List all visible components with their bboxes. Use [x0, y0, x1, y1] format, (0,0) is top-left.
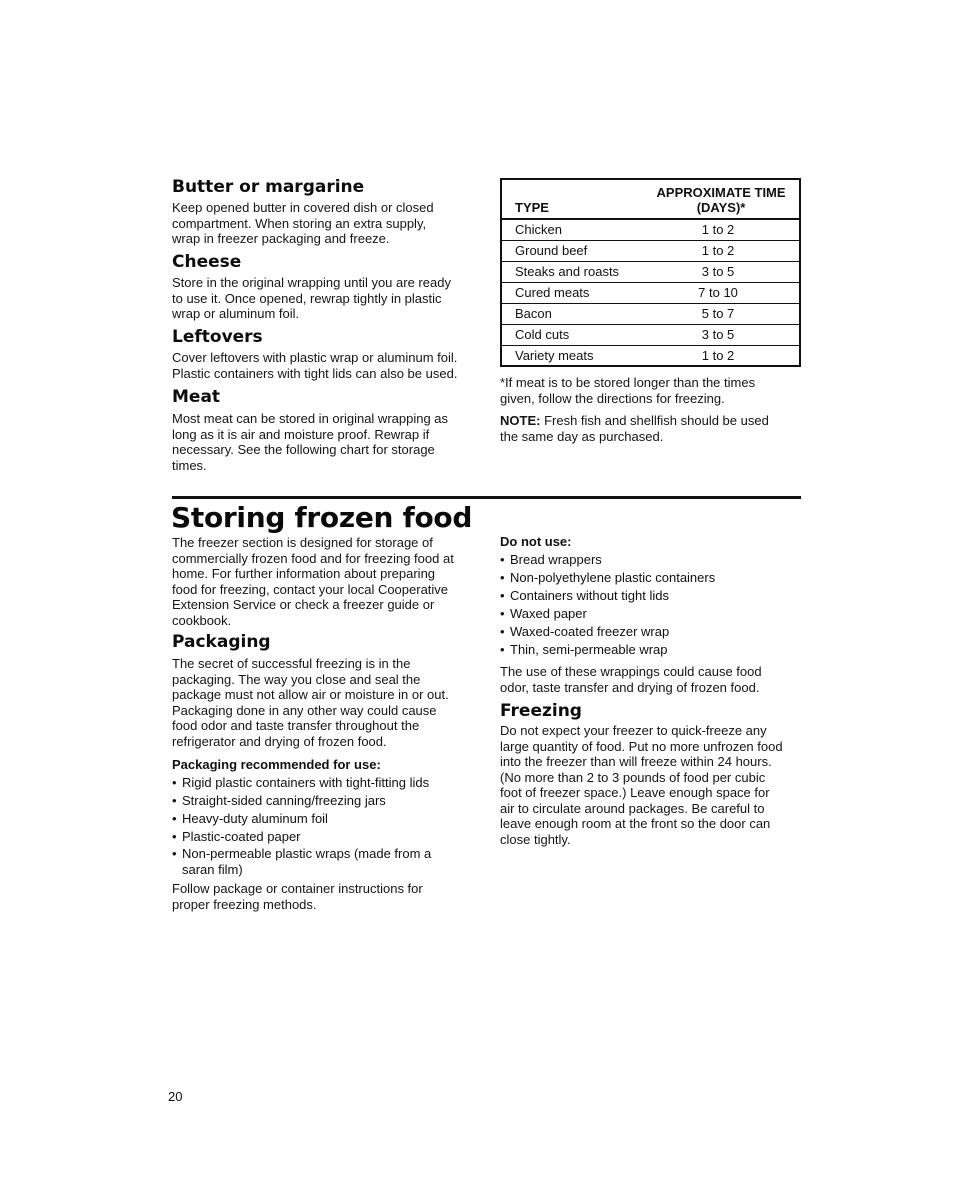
days-cell: 3 to 5	[647, 261, 800, 282]
meat-type-cell: Variety meats	[515, 347, 594, 363]
meat-type-cell: Ground beef	[501, 240, 647, 261]
freezing-heading: Freezing	[500, 701, 582, 721]
list-item: • Heavy-duty aluminum foil	[172, 810, 462, 828]
meat-section	[172, 387, 492, 473]
time-column-header: APPROXIMATE TIME (DAYS)*	[647, 179, 800, 219]
packaging-text: The secret of successful freezing is in the packaging. The way you close and seal the package must not allow air or moisture in or out. Packaging done in any other way could cause food odor and taste transfer throughout the refrigerator and drying of frozen food.	[172, 656, 449, 749]
butter-heading: Butter or margarine	[172, 177, 365, 197]
list-item: • Plastic-coated paper	[172, 828, 462, 846]
list-item: • Bread wrappers	[500, 551, 810, 569]
list-item: • Thin, semi-permeable wrap	[500, 641, 810, 659]
meat-type-cell: Cured meats	[501, 282, 647, 303]
table-row	[501, 240, 800, 261]
packaging-section	[172, 632, 492, 912]
note-label: NOTE:	[500, 413, 541, 428]
fish-note: NOTE: Fresh fish and shellfish should be used the same day as purchased.	[500, 413, 769, 444]
meat-type-cell: Chicken	[501, 219, 647, 240]
meat-storage-table	[500, 178, 801, 367]
days-cell: 1 to 2	[647, 240, 800, 261]
days-cell: 1 to 2	[647, 219, 800, 240]
page-title: Storing frozen food	[171, 501, 473, 534]
cheese-text: Store in the original wrapping until you are ready to use it. Once opened, rewrap tightly in plastic wrap or aluminum foil.	[172, 275, 451, 321]
type-column-header: TYPE	[501, 179, 647, 219]
table-header-row	[501, 179, 800, 219]
packaging-heading: Packaging	[172, 632, 271, 652]
list-item: • Straight-sided canning/freezing jars	[172, 792, 462, 810]
table-row	[501, 282, 800, 303]
meat-type-cell: Cold cuts	[501, 324, 647, 345]
meat-text: Most meat can be stored in original wrapping as long as it is air and moisture proof. Rewrap if necessary. See the following chart for storage times.	[172, 411, 449, 473]
list-item: • Waxed paper	[500, 605, 810, 623]
recommended-list	[172, 774, 462, 878]
meat-type-cell: Steaks and roasts	[501, 261, 647, 282]
do-not-use-list	[500, 551, 810, 659]
table-row	[501, 324, 800, 345]
follow-instructions: Follow package or container instructions for proper freezing methods.	[172, 881, 423, 912]
cheese-section	[172, 252, 492, 322]
meat-heading: Meat	[172, 387, 221, 407]
list-item: • Non-permeable plastic wraps (made from a saran film)	[172, 846, 462, 878]
do-not-use-section	[500, 534, 810, 695]
section-divider	[172, 496, 801, 499]
leftovers-heading: Leftovers	[172, 327, 263, 347]
table-row	[501, 345, 800, 366]
do-not-use-warning: The use of these wrappings could cause food odor, taste transfer and drying of frozen food.	[500, 664, 762, 695]
list-item: • Waxed-coated freezer wrap	[500, 623, 810, 641]
do-not-use-label: Do not use:	[500, 534, 572, 549]
meat-type-cell: Bacon	[501, 303, 647, 324]
table-row	[501, 303, 800, 324]
butter-section	[172, 177, 492, 247]
list-item: • Rigid plastic containers with tight-fitting lids	[172, 774, 462, 792]
days-cell: 3 to 5	[647, 324, 800, 345]
table-footnote: *If meat is to be stored longer than the times given, follow the directions for freezing.	[500, 375, 756, 406]
table-row	[501, 219, 800, 240]
list-item: • Containers without tight lids	[500, 587, 810, 605]
storing-intro: The freezer section is designed for storage of commercially frozen food and for freezing food at home. For further information about preparing food for freezing, contact your local Cooperative Extension Service or check a freezer guide or cookbook.	[172, 535, 454, 628]
page-number: 20	[168, 1089, 183, 1104]
days-cell: 5 to 7	[647, 303, 800, 324]
list-item: • Non-polyethylene plastic containers	[500, 569, 810, 587]
recommended-label: Packaging recommended for use:	[172, 757, 381, 772]
freezing-section	[500, 701, 810, 847]
table-row	[501, 261, 800, 282]
leftovers-section	[172, 327, 492, 381]
days-cell: 7 to 10	[647, 282, 800, 303]
butter-text: Keep opened butter in covered dish or closed compartment. When storing an extra supply, wrap in freezer packaging and freeze.	[172, 200, 434, 246]
cheese-heading: Cheese	[172, 252, 242, 272]
leftovers-text: Cover leftovers with plastic wrap or aluminum foil. Plastic containers with tight lids can also be used.	[172, 350, 458, 381]
freezing-text: Do not expect your freezer to quick-freeze any large quantity of food. Put no more unfrozen food into the freezer than will freeze within 24 hours. (No more than 2 to 3 pounds of food per cubic foot of freezer space.) Leave enough space for air to circulate around packages. Be careful to leave enough room at the front so the door can close tightly.	[500, 723, 783, 847]
days-cell: 1 to 2	[701, 347, 735, 363]
